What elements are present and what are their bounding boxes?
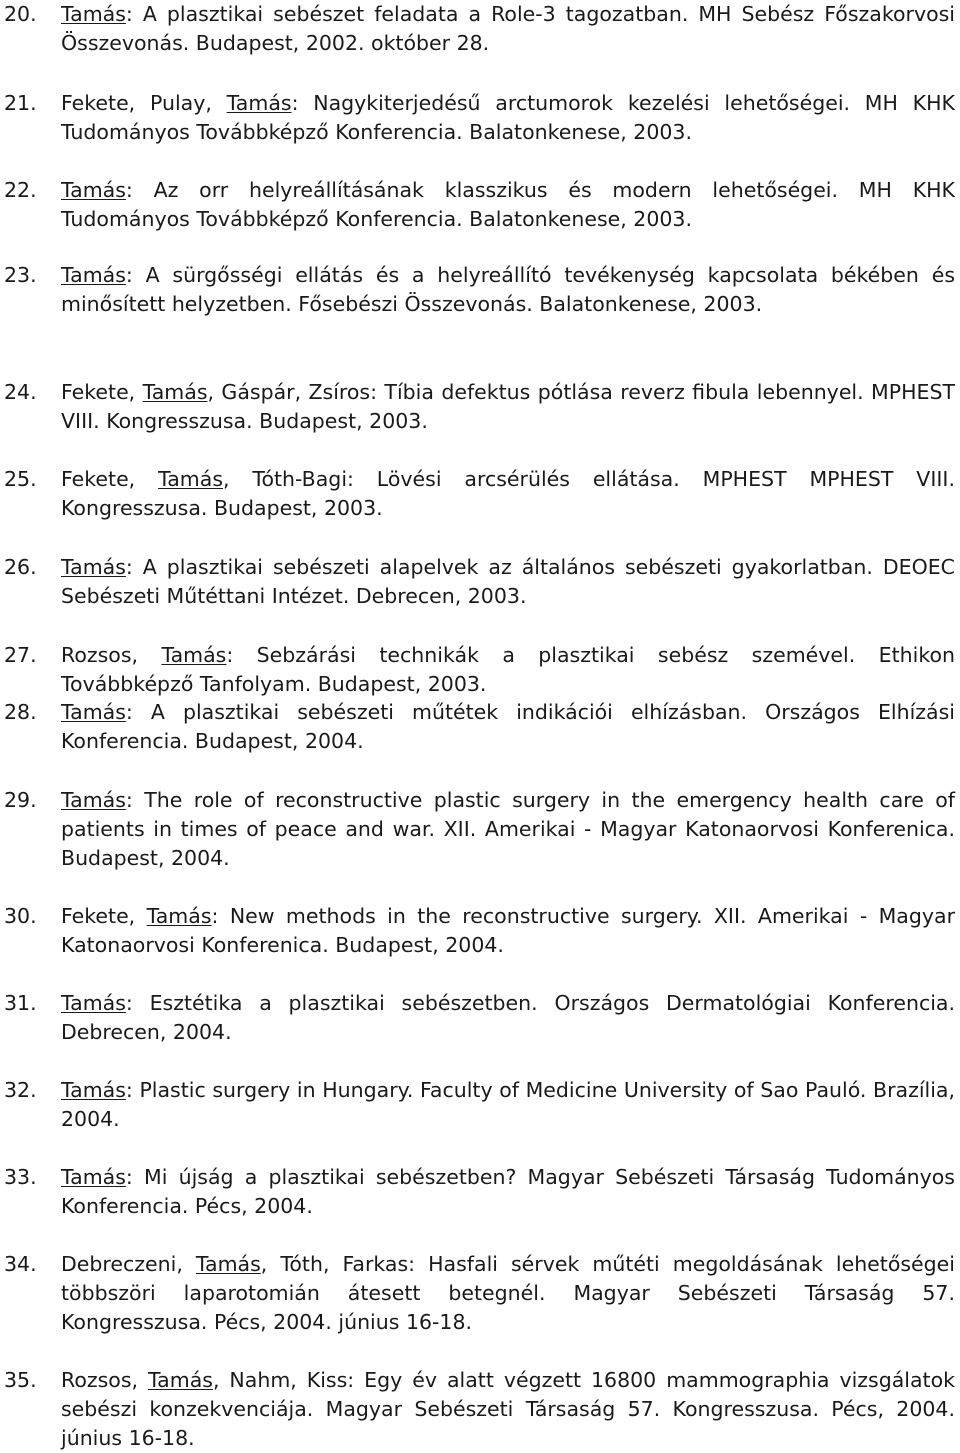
entry-citation: : Nagykiterjedésű arctumorok kezelési lehetőségei. MH KHK Tudományos Továbbképző Konferencia. Balatonkenese, 2003.	[61, 91, 955, 144]
author-link[interactable]: Tamás	[146, 904, 212, 928]
author-link[interactable]: Tamás	[161, 643, 227, 667]
entry-citation: , Tóth-Bagi: Lövési arcsérülés ellátása. MPHEST MPHEST VIII. Kongresszusa. Budapest, 2003.	[61, 467, 955, 520]
entry-number: 20.	[4, 2, 37, 26]
entry-citation: : The role of reconstructive plastic surgery in the emergency health care of patients in times of peace and war. XII. Amerikai - Magyar Katonaorvosi Konferenica. Budapest, 2004.	[61, 788, 955, 870]
entry-number: 25.	[4, 467, 37, 491]
entry-number: 30.	[4, 904, 37, 928]
entry-number: 33.	[4, 1165, 37, 1189]
entry-text	[61, 553, 955, 611]
entry-citation: : Sebzárási technikák a plasztikai sebész szemével. Ethikon Továbbképző Tanfolyam. Budapest, 2003.	[61, 643, 956, 696]
entry-citation: : A plasztikai sebészeti alapelvek az általános sebészeti gyakorlatban. DEOEC Sebészeti Műtéttani Intézet. Debrecen, 2003.	[61, 555, 955, 608]
entry-text	[61, 698, 955, 756]
entry-authors: Rozsos,	[61, 643, 162, 667]
entry-text	[61, 1366, 955, 1453]
entry-text	[61, 0, 955, 58]
author-link[interactable]: Tamás	[226, 91, 292, 115]
author-link[interactable]: Tamás	[61, 991, 126, 1015]
entry-number: 24.	[4, 380, 37, 404]
entry-authors: Fekete, Pulay,	[61, 91, 227, 115]
author-link[interactable]: Tamás	[61, 788, 126, 812]
entry-number: 31.	[4, 991, 37, 1015]
entry-authors: Fekete,	[61, 904, 147, 928]
entry-authors: Rozsos,	[61, 1368, 149, 1392]
entry-authors: Debreczeni,	[61, 1252, 196, 1276]
author-link[interactable]: Tamás	[61, 555, 126, 579]
entry-number: 32.	[4, 1078, 37, 1102]
entry-citation: , Nahm, Kiss: Egy év alatt végzett 16800 mammographia vizsgálatok sebészi konzekvenciája. Magyar Sebészeti Társaság 57. Kongresszusa. Pécs, 2004. június 16-18.	[61, 1368, 956, 1450]
entry-text	[61, 641, 955, 699]
entry-citation: : New methods in the reconstructive surgery. XII. Amerikai - Magyar Katonaorvosi Konferenica. Budapest, 2004.	[61, 904, 956, 957]
entry-text	[61, 378, 955, 436]
entry-citation: : A sürgősségi ellátás és a helyreállító tevékenység kapcsolata békében és minősített helyzetben. Fősebészi Összevonás. Balatonkenese, 2003.	[61, 263, 955, 316]
entry-text	[61, 465, 955, 523]
entry-citation: : Esztétika a plasztikai sebészetben. Országos Dermatológiai Konferencia. Debrecen, 2004.	[61, 991, 955, 1044]
entry-authors: Fekete,	[61, 467, 159, 491]
entry-number: 26.	[4, 555, 37, 579]
entry-citation: , Gáspár, Zsíros: Tíbia defektus pótlása reverz fibula lebennyel. MPHEST VIII. Kongresszusa. Budapest, 2003.	[61, 380, 955, 433]
author-link[interactable]: Tamás	[61, 1165, 126, 1189]
entry-text	[61, 261, 955, 319]
author-link[interactable]: Tamás	[148, 1368, 213, 1392]
entry-text	[61, 89, 955, 147]
author-link[interactable]: Tamás	[61, 1078, 126, 1102]
author-link[interactable]: Tamás	[61, 263, 126, 287]
entry-text	[61, 1250, 955, 1337]
entry-citation: : Mi újság a plasztikai sebészetben? Magyar Sebészeti Társaság Tudományos Konferencia. Pécs, 2004.	[61, 1165, 955, 1218]
entry-citation: : A plasztikai sebészet feladata a Role-3 tagozatban. MH Sebész Főszakorvosi Összevonás. Budapest, 2002. október 28.	[61, 2, 955, 55]
entry-text	[61, 786, 955, 873]
entry-citation: , Tóth, Farkas: Hasfali sérvek műtéti megoldásának lehetőségei többszöri laparotomián átesett betegnél. Magyar Sebészeti Társaság 57. Kongresszusa. Pécs, 2004. június 16-18.	[61, 1252, 955, 1334]
author-link[interactable]: Tamás	[158, 467, 223, 491]
author-link[interactable]: Tamás	[61, 178, 126, 202]
author-link[interactable]: Tamás	[61, 2, 126, 26]
entry-number: 22.	[4, 178, 37, 202]
entry-number: 29.	[4, 788, 37, 812]
entry-number: 34.	[4, 1252, 37, 1276]
entry-number: 23.	[4, 263, 37, 287]
entry-text	[61, 1163, 955, 1221]
entry-authors: Fekete,	[61, 380, 143, 404]
entry-text	[61, 1076, 955, 1134]
author-link[interactable]: Tamás	[195, 1252, 261, 1276]
author-link[interactable]: Tamás	[142, 380, 208, 404]
entry-number: 28.	[4, 700, 37, 724]
entry-text	[61, 176, 955, 234]
entry-citation: : A plasztikai sebészeti műtétek indikációi elhízásban. Országos Elhízási Konferencia. Budapest, 2004.	[61, 700, 955, 753]
entry-citation: : Plastic surgery in Hungary. Faculty of Medicine University of Sao Pauló. Brazília, 2004.	[61, 1078, 955, 1131]
entry-text	[61, 989, 955, 1047]
entry-number: 35.	[4, 1368, 37, 1392]
author-link[interactable]: Tamás	[61, 700, 126, 724]
entry-number: 27.	[4, 643, 37, 667]
entry-text	[61, 902, 955, 960]
entry-citation: : Az orr helyreállításának klasszikus és modern lehetőségei. MH KHK Tudományos Továbbképző Konferencia. Balatonkenese, 2003.	[61, 178, 955, 231]
entry-number: 21.	[4, 91, 37, 115]
